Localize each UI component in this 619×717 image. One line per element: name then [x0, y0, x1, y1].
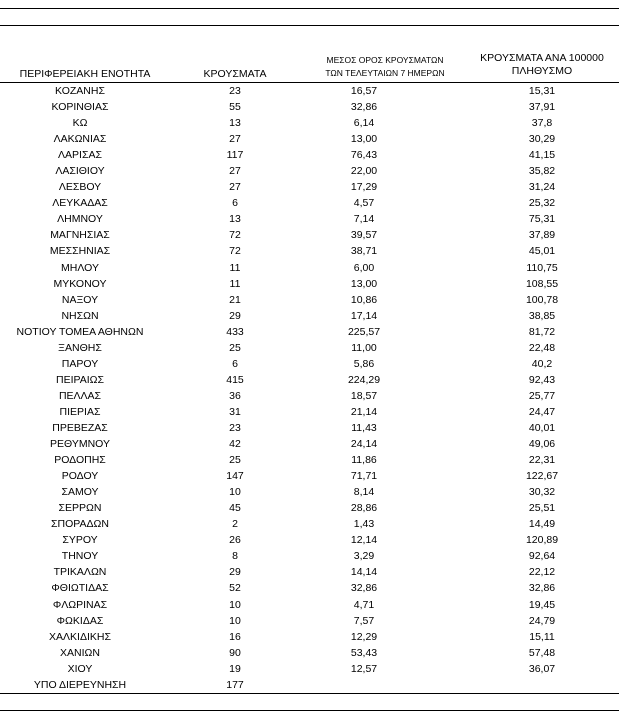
- cell-region: ΚΟΡΙΝΘΙΑΣ: [51, 101, 109, 114]
- cell-7day-average: 24,14: [350, 438, 378, 451]
- table-row: [0, 532, 619, 548]
- table-row: [0, 163, 619, 179]
- table-row: [0, 211, 619, 227]
- cell-cases: 23: [229, 85, 241, 97]
- cell-per-100k: 25,77: [528, 389, 556, 402]
- cell-per-100k: 110,75: [526, 261, 558, 274]
- cell-7day-average: 71,71: [350, 470, 378, 483]
- cell-cases: 8: [232, 550, 238, 563]
- cell-per-100k: 81,72: [528, 325, 556, 338]
- cell-region: ΝΟΤΙΟΥ ΤΟΜΕΑ ΑΘΗΝΩΝ: [16, 325, 144, 338]
- cell-cases: 52: [229, 582, 241, 595]
- header-avg-line1: ΜΕΣΟΣ ΟΡΟΣ ΚΡΟΥΣΜΑΤΩΝ: [326, 55, 444, 65]
- table-row: [0, 131, 619, 147]
- cell-7day-average: 3,29: [353, 550, 375, 563]
- cell-7day-average: 17,14: [350, 309, 378, 322]
- cell-7day-average: 22,00: [350, 165, 378, 178]
- table-row: [0, 564, 619, 580]
- cell-cases: 72: [229, 229, 241, 242]
- cell-7day-average: 32,86: [350, 582, 378, 595]
- header-cases: ΚΡΟΥΣΜΑΤΑ: [203, 68, 267, 80]
- cell-region: ΤΡΙΚΑΛΩΝ: [53, 566, 107, 579]
- cell-cases: 27: [229, 133, 241, 146]
- cell-per-100k: 30,29: [528, 133, 556, 146]
- cell-per-100k: 37,89: [528, 229, 556, 242]
- cell-7day-average: 6,14: [353, 117, 375, 130]
- cell-per-100k: 75,31: [528, 213, 556, 226]
- cell-region: ΦΘΙΩΤΙΔΑΣ: [51, 582, 109, 595]
- cell-cases: 13: [229, 213, 241, 226]
- table-row: [0, 436, 619, 452]
- cell-7day-average: 38,71: [350, 245, 378, 258]
- cell-per-100k: 35,82: [528, 165, 556, 178]
- table-row: [0, 292, 619, 308]
- top-rule: [0, 8, 619, 9]
- cell-region: ΠΕΛΛΑΣ: [58, 389, 102, 402]
- header-7day-average: [295, 54, 475, 80]
- cell-cases: 45: [229, 502, 241, 515]
- cell-region: ΣΕΡΡΩΝ: [58, 502, 102, 515]
- cell-per-100k: 40,01: [528, 421, 556, 434]
- cell-region: ΣΥΡΟΥ: [62, 534, 98, 547]
- page-bottom-rule: [0, 710, 619, 711]
- cell-per-100k: 120,89: [525, 534, 559, 547]
- cell-region: ΧΑΛΚΙΔΙΚΗΣ: [49, 630, 111, 643]
- header-per-line2: ΠΛΗΘΥΣΜΟ: [511, 65, 573, 77]
- header-top-rule: [0, 25, 619, 26]
- cell-7day-average: 76,43: [350, 149, 378, 162]
- cell-7day-average: 11,86: [351, 454, 377, 467]
- cell-cases: 10: [229, 598, 241, 611]
- table-row: [0, 645, 619, 661]
- cell-region: ΚΩ: [72, 117, 88, 130]
- cell-cases: 27: [229, 165, 241, 178]
- cell-cases: 42: [229, 438, 241, 451]
- table-row: [0, 597, 619, 613]
- cell-cases: 26: [229, 534, 241, 547]
- table-row: [0, 484, 619, 500]
- cell-region: ΤΗΝΟΥ: [61, 550, 99, 563]
- cell-region: ΜΥΚΟΝΟΥ: [53, 277, 107, 290]
- table-row: [0, 516, 619, 532]
- table-row: [0, 356, 619, 372]
- table-row: [0, 324, 619, 340]
- table-row: [0, 372, 619, 388]
- cell-7day-average: 1,43: [353, 518, 375, 531]
- cell-7day-average: 10,86: [350, 293, 378, 306]
- cell-7day-average: 8,14: [353, 486, 375, 499]
- cell-cases: 31: [229, 405, 241, 418]
- cell-region: ΛΑΡΙΣΑΣ: [58, 149, 102, 162]
- cell-cases: 2: [232, 518, 238, 531]
- cell-7day-average: 28,86: [350, 502, 378, 515]
- cell-per-100k: 92,64: [528, 550, 556, 563]
- cell-per-100k: 122,67: [525, 470, 559, 483]
- cell-7day-average: 21,14: [350, 405, 378, 418]
- cell-per-100k: 30,32: [528, 486, 556, 499]
- cell-per-100k: 14,49: [528, 518, 556, 531]
- cell-per-100k: 15,31: [528, 85, 556, 97]
- table-row: [0, 420, 619, 436]
- table-row: [0, 260, 619, 276]
- table-row: [0, 195, 619, 211]
- cell-per-100k: 31,24: [528, 181, 556, 194]
- table-row: [0, 115, 619, 131]
- table-row: [0, 308, 619, 324]
- cell-7day-average: 18,57: [350, 389, 378, 402]
- cell-region: ΠΑΡΟΥ: [61, 357, 99, 370]
- cell-cases: 27: [229, 181, 241, 194]
- cell-cases: 147: [226, 470, 244, 483]
- cell-per-100k: 100,78: [525, 293, 559, 306]
- table-header: [0, 48, 619, 82]
- cell-per-100k: 22,31: [528, 454, 556, 467]
- cell-cases: 25: [229, 454, 241, 467]
- table-row: [0, 83, 619, 99]
- cell-cases: 433: [226, 325, 244, 338]
- cell-per-100k: 24,79: [528, 614, 556, 627]
- cell-7day-average: 14,14: [350, 566, 378, 579]
- cell-region: ΞΑΝΘΗΣ: [58, 341, 102, 354]
- cell-cases: 23: [229, 421, 241, 434]
- cell-per-100k: 38,85: [528, 309, 556, 322]
- cell-region: ΦΛΩΡΙΝΑΣ: [52, 598, 108, 611]
- table-body: [0, 83, 619, 693]
- cell-region: ΠΡΕΒΕΖΑΣ: [52, 421, 108, 434]
- cell-7day-average: 6,00: [353, 261, 375, 274]
- table-row: [0, 468, 619, 484]
- cell-cases: 36: [229, 389, 241, 402]
- cell-cases: 21: [229, 293, 241, 306]
- cell-region: ΝΗΣΩΝ: [61, 309, 99, 322]
- header-avg-line2: ΤΩΝ ΤΕΛΕΥΤΑΙΩΝ 7 ΗΜΕΡΩΝ: [325, 68, 445, 78]
- cell-7day-average: 17,29: [350, 181, 378, 194]
- cell-region: ΧΙΟΥ: [67, 662, 93, 675]
- table-row: [0, 677, 619, 693]
- cell-7day-average: 16,57: [350, 85, 378, 97]
- table-row: [0, 147, 619, 163]
- cell-per-100k: 92,43: [528, 373, 556, 386]
- table-row: [0, 404, 619, 420]
- cell-per-100k: 32,86: [528, 582, 556, 595]
- cell-cases: 90: [229, 646, 241, 659]
- cell-region: ΦΩΚΙΔΑΣ: [56, 614, 104, 627]
- cell-region: ΠΙΕΡΙΑΣ: [59, 405, 101, 418]
- cell-per-100k: 108,55: [525, 277, 559, 290]
- table-row: [0, 452, 619, 468]
- table-row: [0, 99, 619, 115]
- cell-7day-average: 12,29: [350, 630, 378, 643]
- cell-cases: 11: [229, 277, 241, 290]
- cell-7day-average: 32,86: [350, 101, 378, 114]
- cell-7day-average: 53,43: [350, 646, 378, 659]
- cell-cases: 19: [229, 662, 241, 675]
- header-per-100k: [460, 52, 619, 78]
- cell-per-100k: 25,51: [528, 502, 556, 515]
- cell-per-100k: 25,32: [528, 197, 556, 210]
- cell-per-100k: 22,48: [528, 341, 556, 354]
- header-per-line1: ΚΡΟΥΣΜΑΤΑ ΑΝΑ 100000: [480, 52, 604, 64]
- header-region: ΠΕΡΙΦΕΡΕΙΑΚΗ ΕΝΟΤΗΤΑ: [19, 68, 151, 80]
- cell-cases: 55: [229, 101, 241, 114]
- cell-7day-average: 13,00: [350, 133, 378, 146]
- cell-cases: 29: [229, 309, 241, 322]
- cell-7day-average: 12,57: [350, 662, 378, 675]
- cell-per-100k: 19,45: [528, 598, 556, 611]
- cell-per-100k: 36,07: [528, 662, 556, 675]
- cell-region: ΛΗΜΝΟΥ: [57, 213, 103, 226]
- cell-per-100k: 15,11: [529, 630, 555, 643]
- cell-per-100k: 37,91: [528, 101, 556, 114]
- table-row: [0, 276, 619, 292]
- cell-region: ΚΟΖΑΝΗΣ: [55, 85, 105, 97]
- cell-per-100k: 22,12: [528, 566, 556, 579]
- cell-region: ΡΟΔΟΠΗΣ: [54, 454, 106, 467]
- cell-region: ΛΕΣΒΟΥ: [58, 181, 102, 194]
- cell-region: ΝΑΞΟΥ: [61, 293, 99, 306]
- table-row: [0, 500, 619, 516]
- cell-region: ΥΠΟ ΔΙΕΡΕΥΝΗΣΗ: [33, 678, 127, 691]
- cell-7day-average: 11,43: [351, 421, 377, 434]
- cell-7day-average: 11,00: [351, 341, 377, 354]
- cell-7day-average: 4,71: [353, 598, 375, 611]
- cell-region: ΧΑΝΙΩΝ: [60, 646, 100, 659]
- table-row: [0, 580, 619, 596]
- cell-per-100k: 45,01: [528, 245, 556, 258]
- cell-7day-average: 7,14: [353, 213, 375, 226]
- cell-region: ΛΑΣΙΘΙΟΥ: [55, 165, 105, 178]
- table-row: [0, 629, 619, 645]
- cell-region: ΜΗΛΟΥ: [61, 261, 99, 274]
- table-row: [0, 613, 619, 629]
- cell-cases: 10: [229, 614, 241, 627]
- cell-cases: 16: [229, 630, 241, 643]
- cell-region: ΛΑΚΩΝΙΑΣ: [53, 133, 107, 146]
- cell-region: ΠΕΙΡΑΙΩΣ: [56, 373, 104, 386]
- cell-7day-average: 4,57: [353, 197, 375, 210]
- cell-region: ΡΕΘΥΜΝΟΥ: [49, 438, 110, 451]
- cell-region: ΣΠΟΡΑΔΩΝ: [51, 518, 109, 531]
- cell-region: ΜΑΓΝΗΣΙΑΣ: [50, 229, 110, 242]
- cell-cases: 11: [229, 261, 241, 274]
- table-row: [0, 661, 619, 677]
- table-row: [0, 548, 619, 564]
- cell-cases: 177: [226, 678, 244, 691]
- cell-cases: 117: [226, 149, 244, 162]
- cell-cases: 29: [229, 566, 241, 579]
- cell-7day-average: 5,86: [353, 357, 375, 370]
- table-row: [0, 179, 619, 195]
- cell-cases: 415: [226, 373, 244, 386]
- cell-cases: 13: [229, 117, 241, 130]
- cell-7day-average: 39,57: [350, 229, 378, 242]
- cell-per-100k: 41,15: [528, 149, 556, 162]
- cell-7day-average: 13,00: [350, 277, 378, 290]
- cell-region: ΛΕΥΚΑΔΑΣ: [52, 197, 108, 210]
- cell-per-100k: 49,06: [528, 438, 556, 451]
- table-bottom-rule: [0, 693, 619, 694]
- cell-cases: 72: [229, 245, 241, 258]
- cell-cases: 6: [232, 357, 238, 370]
- cell-region: ΡΟΔΟΥ: [61, 470, 99, 483]
- cell-7day-average: 7,57: [353, 614, 375, 627]
- cell-7day-average: 224,29: [347, 373, 381, 386]
- table-row: [0, 227, 619, 243]
- cell-per-100k: 40,2: [531, 357, 553, 370]
- cell-per-100k: 24,47: [528, 405, 556, 418]
- table-row: [0, 340, 619, 356]
- cell-region: ΜΕΣΣΗΝΙΑΣ: [49, 245, 111, 258]
- cell-cases: 25: [229, 341, 241, 354]
- cell-region: ΣΑΜΟΥ: [61, 486, 99, 499]
- cell-per-100k: 37,8: [531, 117, 553, 130]
- cell-7day-average: 225,57: [347, 325, 381, 338]
- cell-cases: 6: [232, 197, 238, 210]
- table-row: [0, 243, 619, 259]
- table-row: [0, 388, 619, 404]
- cell-7day-average: 12,14: [350, 534, 378, 547]
- cell-per-100k: 57,48: [528, 646, 556, 659]
- cell-cases: 10: [229, 486, 241, 499]
